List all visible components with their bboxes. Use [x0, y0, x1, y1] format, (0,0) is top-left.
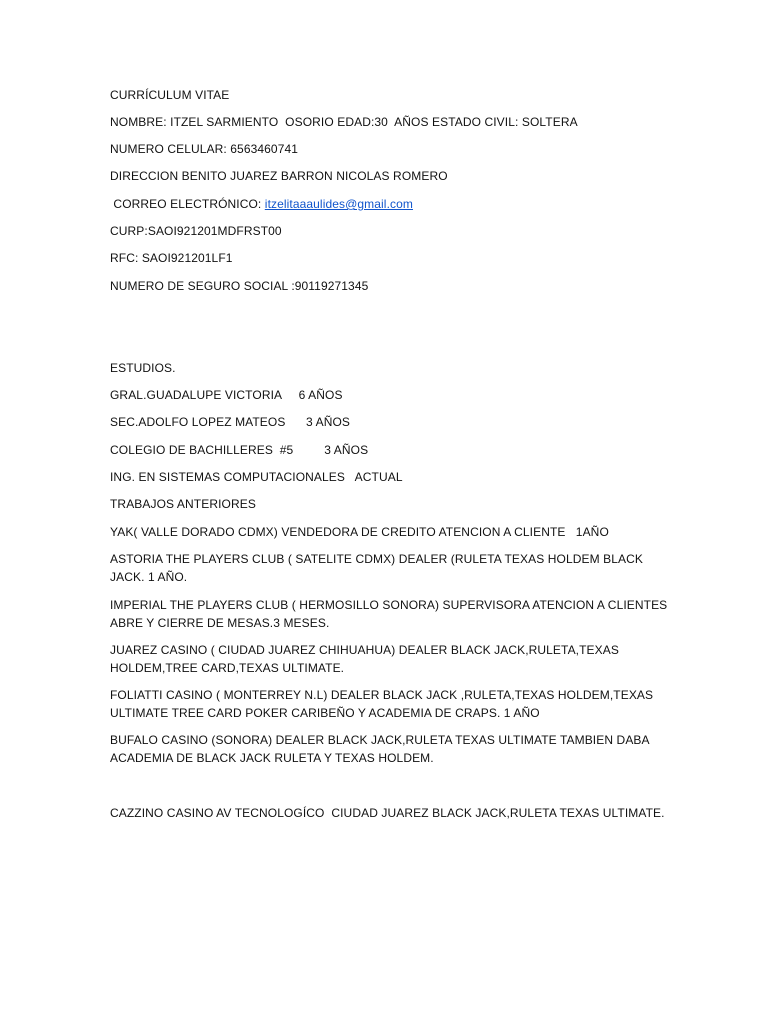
job-item: JUAREZ CASINO ( CIUDAD JUAREZ CHIHUAHUA) DEALER BLACK JACK,RULETA,TEXAS HOLDEM,TREE CARD,TEXAS ULTIMATE. — [110, 643, 619, 675]
job-item: IMPERIAL THE PLAYERS CLUB ( HERMOSILLO SONORA) SUPERVISORA ATENCION A CLIENTES ABRE Y CIERRE DE MESAS.3 MESES. — [110, 598, 668, 630]
job-item: CAZZINO CASINO AV TECNOLOGÍCO CIUDAD JUAREZ BLACK JACK,RULETA TEXAS ULTIMATE. — [110, 806, 665, 820]
email-label: CORREO ELECTRÓNICO: — [110, 197, 265, 211]
nss-line: NUMERO DE SEGURO SOCIAL :90119271345 — [110, 279, 369, 293]
study-item: GRAL.GUADALUPE VICTORIA 6 AÑOS — [110, 388, 343, 402]
job-item: YAK( VALLE DORADO CDMX) VENDEDORA DE CREDITO ATENCION A CLIENTE 1AÑO — [110, 525, 609, 539]
job-item: ASTORIA THE PLAYERS CLUB ( SATELITE CDMX) DEALER (RULETA TEXAS HOLDEM BLACK JACK. 1 AÑO. — [110, 552, 643, 584]
studies-heading: ESTUDIOS. — [110, 361, 176, 375]
curp-line: CURP:SAOI921201MDFRST00 — [110, 224, 282, 238]
phone-line: NUMERO CELULAR: 6563460741 — [110, 142, 299, 156]
jobs-heading: TRABAJOS ANTERIORES — [110, 497, 256, 511]
job-item: BUFALO CASINO (SONORA) DEALER BLACK JACK,RULETA TEXAS ULTIMATE TAMBIEN DABA ACADEMIA DE BLACK JACK RULETA Y TEXAS HOLDEM. — [110, 733, 649, 765]
name-line: NOMBRE: ITZEL SARMIENTO OSORIO EDAD:30 AÑOS ESTADO CIVIL: SOLTERA — [110, 115, 578, 129]
job-item: FOLIATTI CASINO ( MONTERREY N.L) DEALER BLACK JACK ,RULETA,TEXAS HOLDEM,TEXAS ULTIMATE TREE CARD POKER CARIBEÑO Y ACADEMIA DE CRAPS. 1 AÑO — [110, 688, 654, 720]
email-link[interactable]: itzelitaaaulides@gmail.com — [264, 197, 413, 211]
study-item: SEC.ADOLFO LOPEZ MATEOS 3 AÑOS — [110, 415, 351, 429]
study-item: ING. EN SISTEMAS COMPUTACIONALES ACTUAL — [110, 470, 403, 484]
email-line — [110, 195, 670, 213]
document-title: CURRÍCULUM VITAE — [110, 88, 230, 102]
address-line: DIRECCION BENITO JUAREZ BARRON NICOLAS ROMERO — [110, 169, 448, 183]
rfc-line: RFC: SAOI921201LF1 — [110, 251, 233, 265]
study-item: COLEGIO DE BACHILLERES #5 3 AÑOS — [110, 443, 369, 457]
